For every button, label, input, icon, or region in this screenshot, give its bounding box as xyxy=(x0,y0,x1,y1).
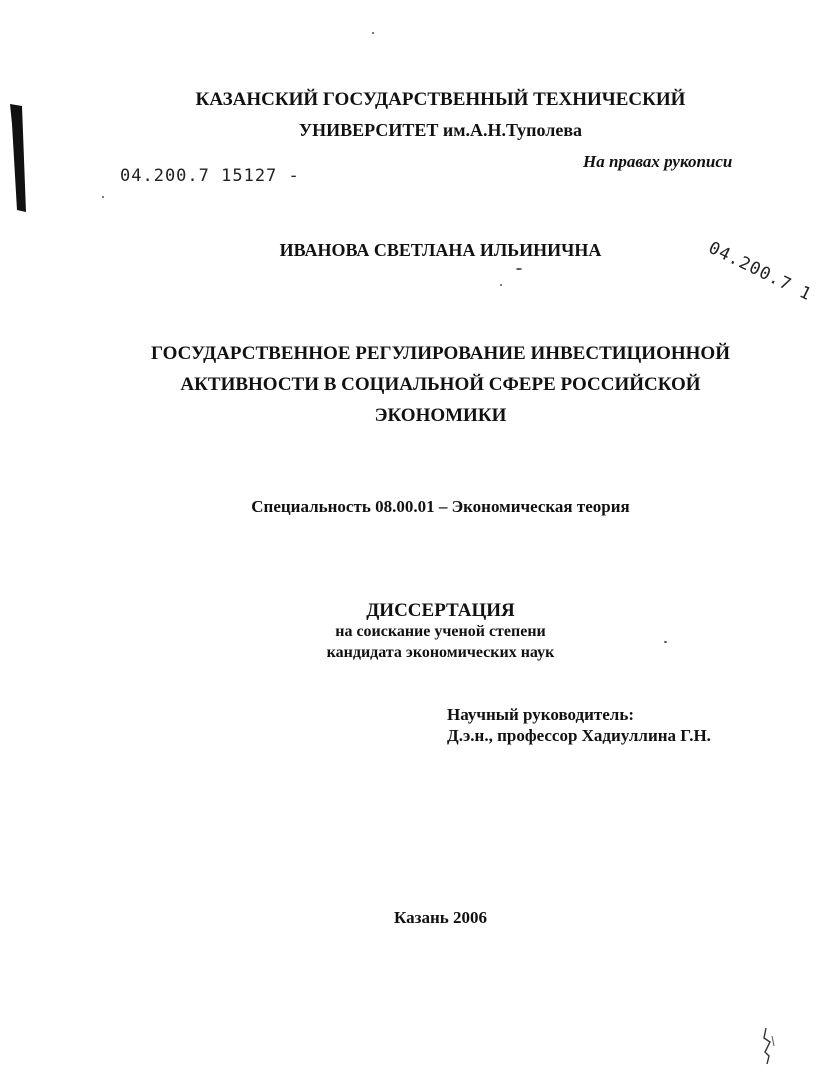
scan-artifact-bar xyxy=(8,104,28,212)
city-year: Казань 2006 xyxy=(394,908,487,927)
manuscript-note: На правах рукописи xyxy=(583,152,733,171)
dissertation-heading: ДИССЕРТАЦИЯ xyxy=(366,600,515,621)
scan-edge-marks xyxy=(756,1026,780,1066)
institution-line-1: КАЗАНСКИЙ ГОСУДАРСТВЕННЫЙ ТЕХНИЧЕСКИЙ xyxy=(195,89,686,110)
scan-speck xyxy=(372,32,374,34)
title-line-2: АКТИВНОСТИ В СОЦИАЛЬНОЙ СФЕРЕ РОССИЙСКОЙ xyxy=(180,374,701,395)
title-line-1: ГОСУДАРСТВЕННОЕ РЕГУЛИРОВАНИЕ ИНВЕСТИЦИОННОЙ xyxy=(151,343,730,364)
scan-speck xyxy=(102,196,104,198)
archive-code-stamp-right: 04.200.7 1 xyxy=(705,238,815,306)
supervisor-name: Д.э.н., профессор Хадиуллина Г.Н. xyxy=(447,726,711,745)
author-name: ИВАНОВА СВЕТЛАНА ИЛЬИНИЧНА xyxy=(279,240,602,260)
scan-speck xyxy=(500,284,502,286)
scan-speck xyxy=(664,641,667,643)
scan-speck xyxy=(516,268,522,270)
archive-code-stamp-left: 04.200.7 15127 - xyxy=(120,166,300,186)
dissertation-degree-line-2: кандидата экономических наук xyxy=(326,644,555,661)
specialty: Специальность 08.00.01 – Экономическая теория xyxy=(251,497,630,516)
institution-line-2: УНИВЕРСИТЕТ им.А.Н.Туполева xyxy=(298,120,583,140)
dissertation-degree-line-1: на соискание ученой степени xyxy=(335,623,546,640)
supervisor-label: Научный руководитель: xyxy=(447,705,634,724)
title-line-3: ЭКОНОМИКИ xyxy=(374,405,507,426)
